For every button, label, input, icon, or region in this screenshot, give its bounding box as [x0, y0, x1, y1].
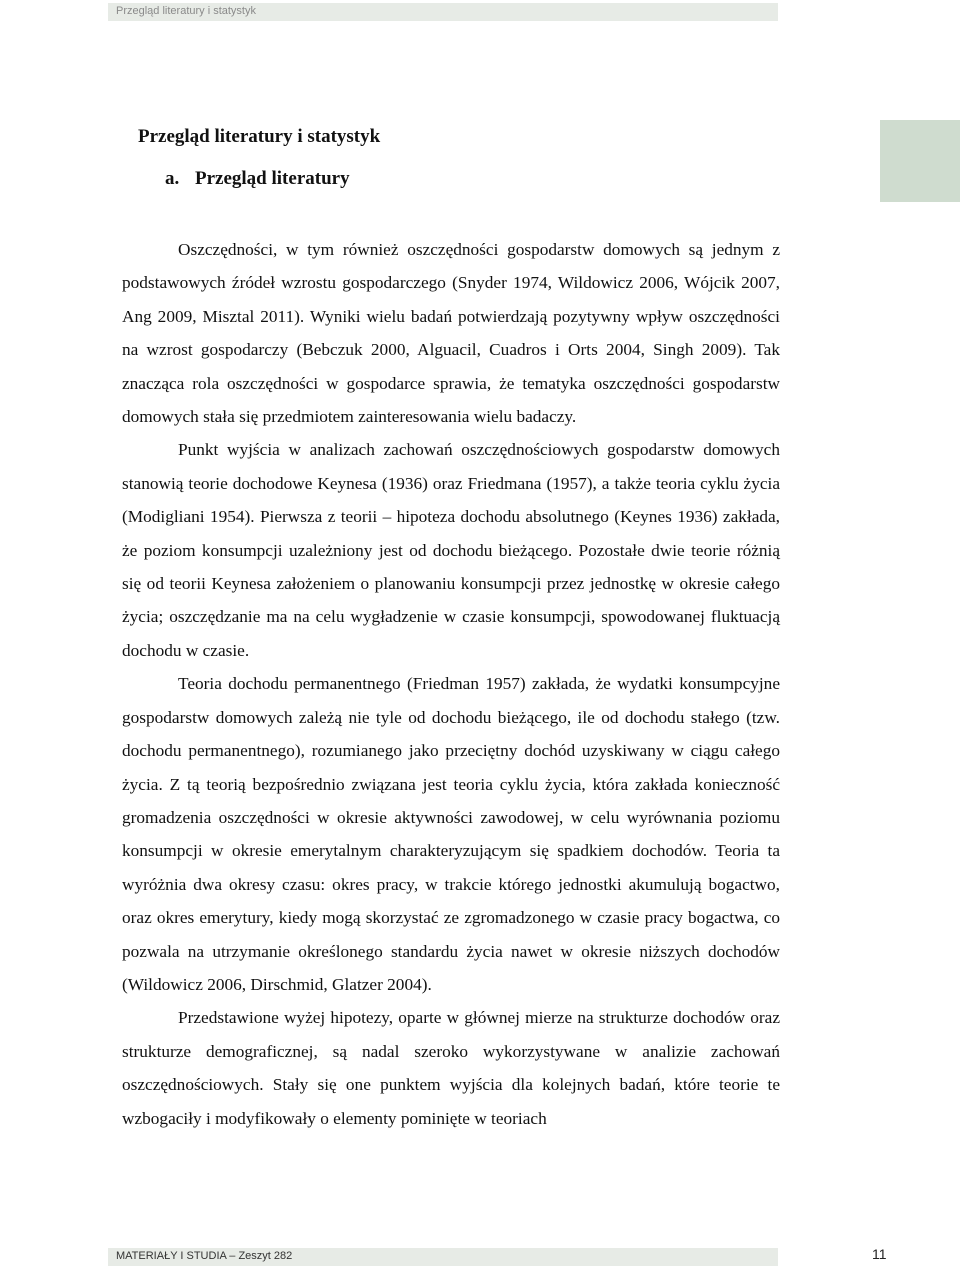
paragraph: Teoria dochodu permanentnego (Friedman 1957) zakłada, że wydatki konsumpcyjne gospodarstw domowych zależą nie tyle od dochodu bieżącego, ile od dochodu stałego (tzw. dochodu permanentnego), rozumianego jako przeciętny dochód uzyskiwany w ciągu całego życia. Z tą teorią bezpośrednio związana jest teoria cyklu życia, która zakłada konieczność gromadzenia oszczędności w okresie aktywności zawodowej, w celu wyrównania poziomu konsumpcji w okresie emerytalnym charakteryzującym się spadkiem dochodów. Teoria ta wyróżnia dwa okresy czasu: okres pracy, w trakcie którego jednostki akumulują bogactwo, oraz okres emerytury, kiedy mogą skorzystać ze zgromadzonego w czasie pracy bogactwa, co pozwala na utrzymanie określonego standardu życia nawet w okresie niższych dochodów (Wildowicz 2006, Dirschmid, Glatzer 2004).: [122, 674, 780, 994]
section-title: Przegląd literatury i statystyk: [138, 126, 381, 147]
body-text: [122, 233, 780, 1135]
footer-bar: [108, 1248, 778, 1266]
page-number: 11: [872, 1246, 887, 1262]
footer-publication: MATERIAŁY I STUDIA – Zeszyt 282: [116, 1250, 293, 1262]
paragraph: Oszczędności, w tym również oszczędności gospodarstw domowych są jednym z podstawowych źródeł wzrostu gospodarczego (Snyder 1974, Wildowicz 2006, Wójcik 2007, Ang 2009, Misztal 2011). Wyniki wielu badań potwierdzają pozytywny wpływ oszczędności na wzrost gospodarczy (Bebczuk 2000, Alguacil, Cuadros i Orts 2004, Singh 2009). Tak znacząca rola oszczędności w gospodarce sprawia, że tematyka oszczędności gospodarstw domowych stała się przedmiotem zainteresowania wielu badaczy.: [122, 240, 780, 427]
paragraph: Punkt wyjścia w analizach zachowań oszczędnościowych gospodarstw domowych stanowią teorie dochodowe Keynesa (1936) oraz Friedmana (1957), a także teoria cyklu życia (Modigliani 1954). Pierwsza z teorii – hipoteza dochodu absolutnego (Keynes 1936) zakłada, że poziom konsumpcji uzależniony jest od dochodu bieżącego. Pozostałe dwie teorie różnią się od teorii Keynesa założeniem o planowaniu konsumpcji przez jednostkę w okresie całego życia; oszczędzanie ma na celu wygładzenie w czasie konsumpcji, spowodowanej fluktuacją dochodu w czasie.: [122, 440, 780, 660]
subsection-heading: [165, 168, 350, 190]
running-header-title: Przegląd literatury i statystyk: [116, 5, 256, 17]
paragraph: Przedstawione wyżej hipotezy, oparte w głównej mierze na strukturze dochodów oraz strukturze demograficznej, są nadal szeroko wykorzystywane w analizie zachowań oszczędnościowych. Stały się one punktem wyjścia dla kolejnych badań, które teorie te wzbogaciły i modyfikowały o elementy pominięte w teoriach: [122, 1008, 780, 1128]
side-tab-marker: [880, 120, 960, 202]
running-header-bar: [108, 3, 778, 21]
subsection-marker: a.: [165, 168, 180, 189]
subsection-title: Przegląd literatury: [195, 168, 350, 189]
